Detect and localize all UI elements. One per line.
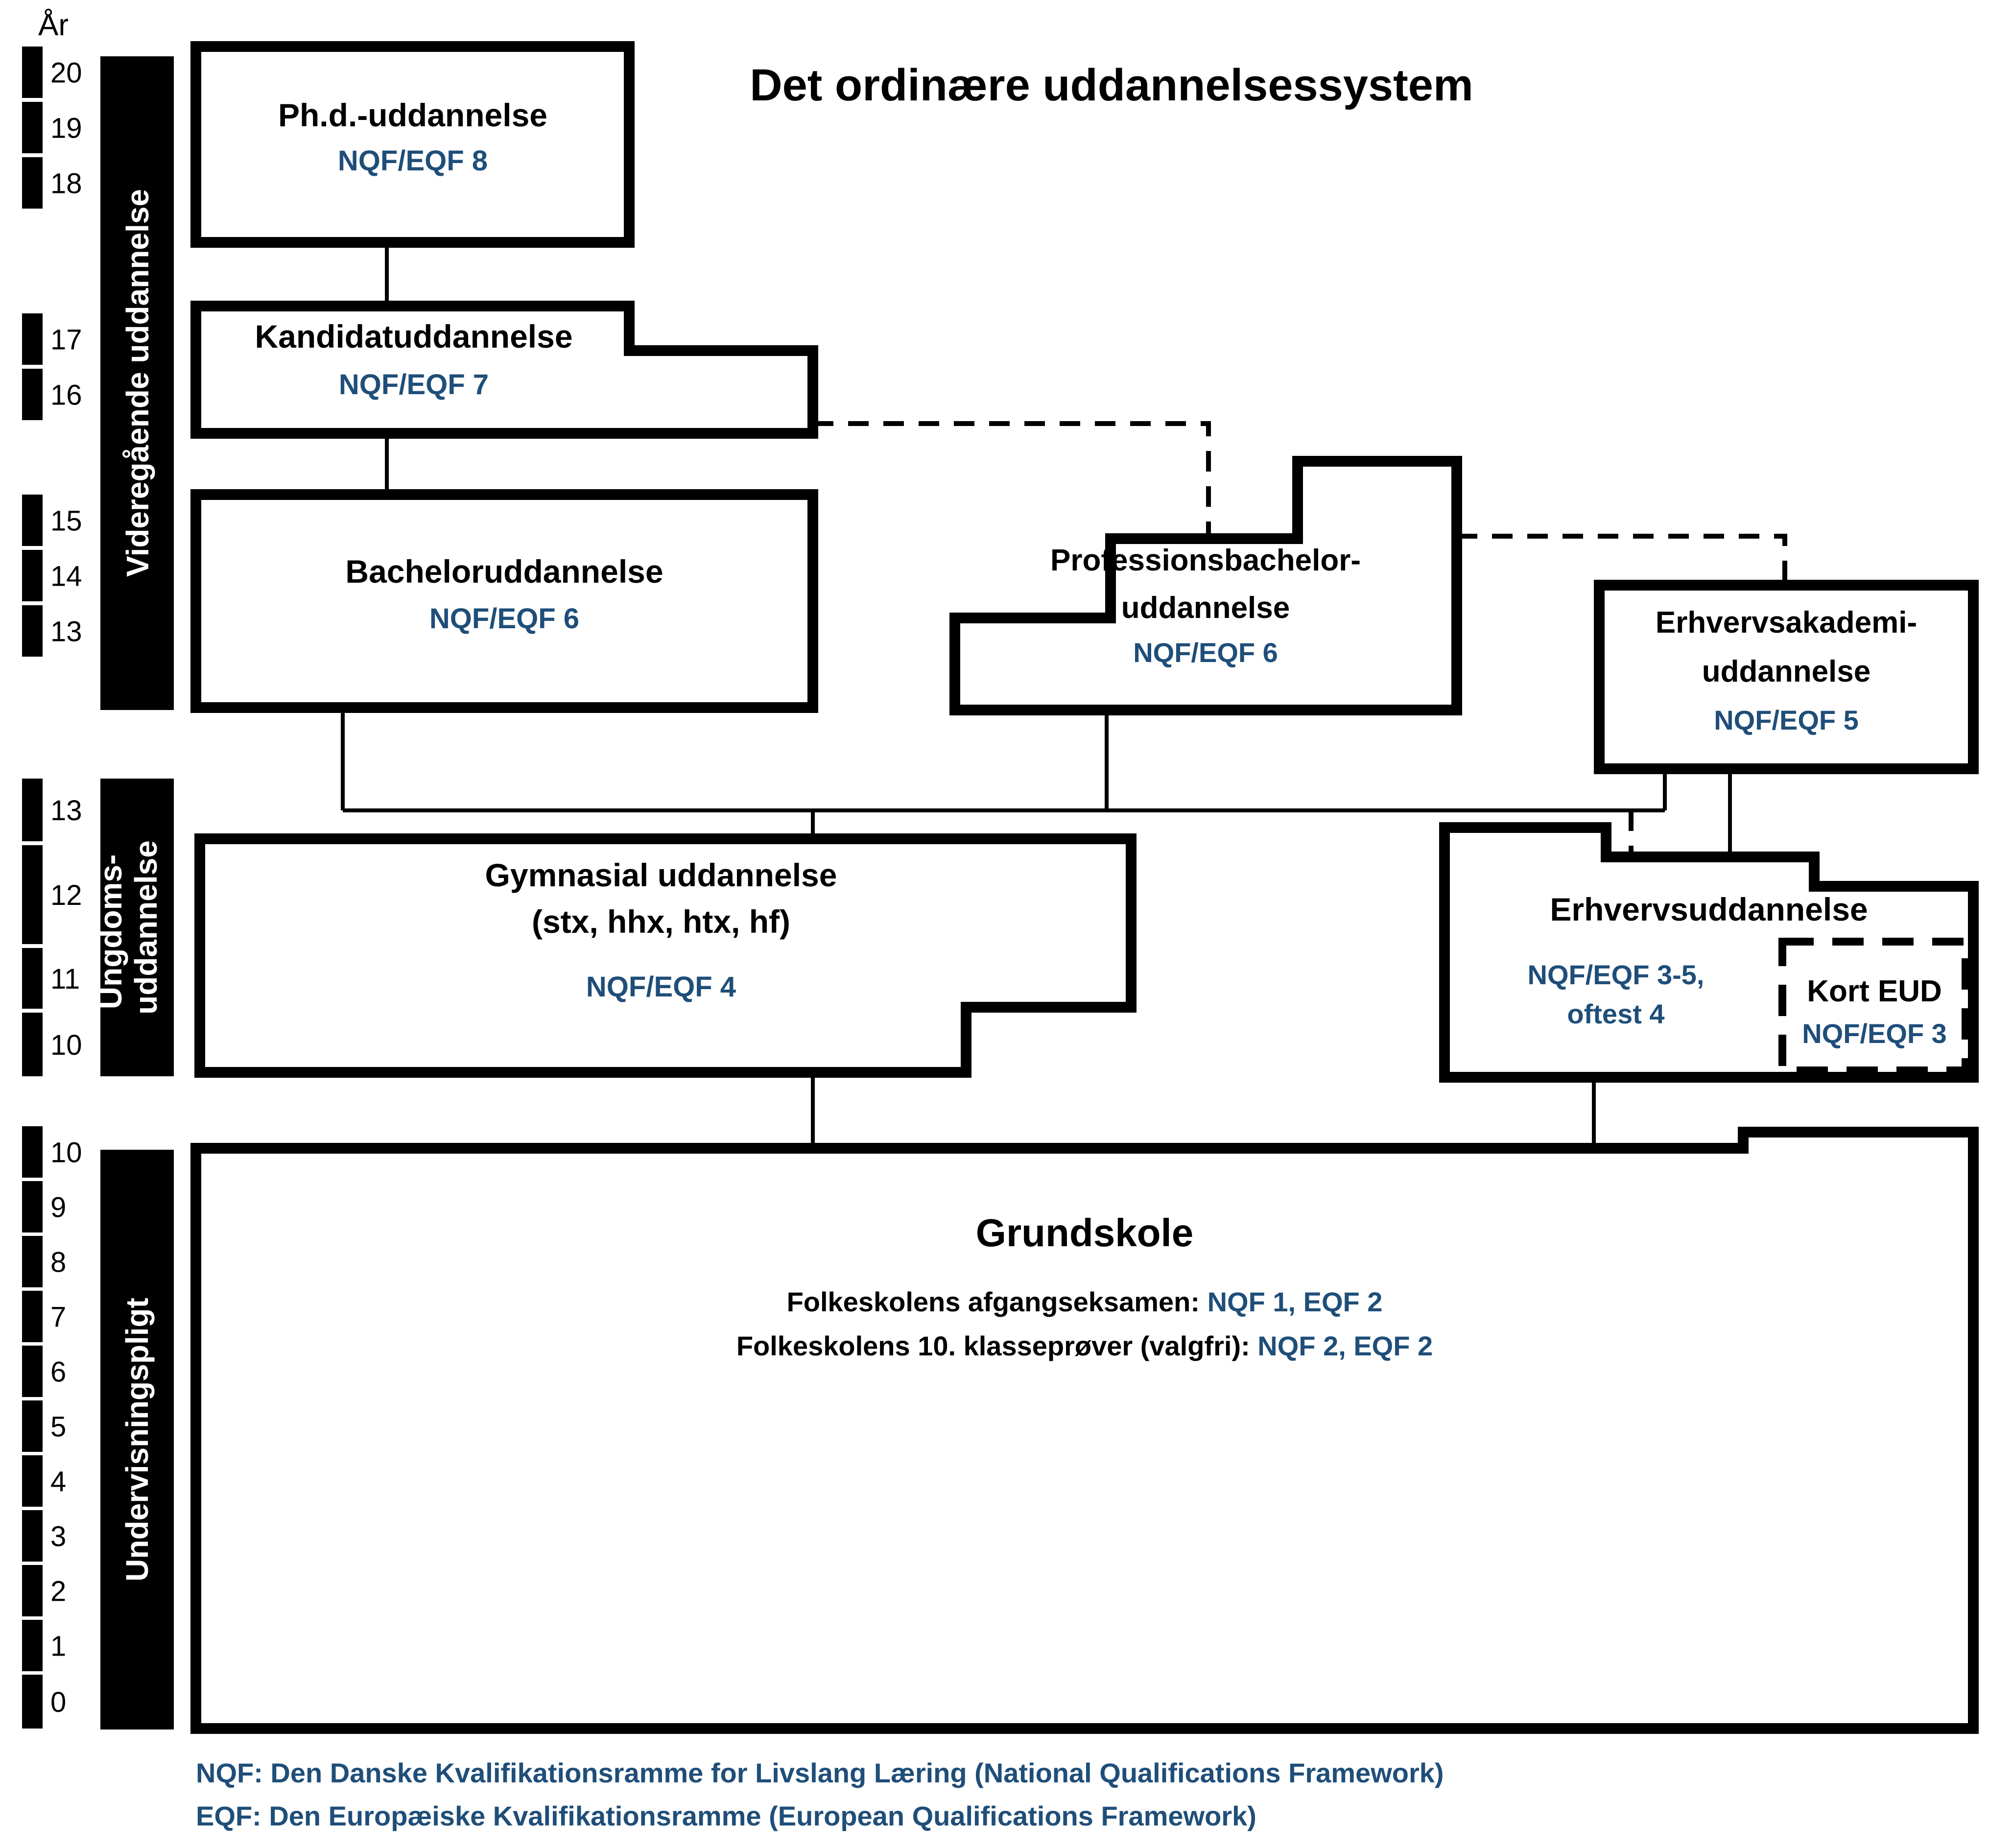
year-tick-grundskole-ticks-7 <box>22 1291 43 1342</box>
year-tick-label-ungdoms-ticks-13: 13 <box>50 795 82 827</box>
box-erhvervsakademi <box>1599 585 1973 769</box>
year-tick-videregaaende-ticks-19 <box>22 102 43 153</box>
erhvervsuddannelse-box-level-line1: NQF/EQF 3-5, <box>1527 959 1705 990</box>
phd-box-outline <box>196 47 629 242</box>
kort-eud-box-title: Kort EUD <box>1807 974 1942 1008</box>
gymnasial-box-level: NQF/EQF 4 <box>586 971 736 1003</box>
year-tick-label-grundskole-ticks-8: 8 <box>50 1246 67 1279</box>
section-bar-ungdoms <box>93 779 174 1076</box>
erhvervsuddannelse-box-level-line2: oftest 4 <box>1567 998 1665 1029</box>
year-tick-grundskole-ticks-6 <box>22 1346 43 1397</box>
year-tick-label-grundskole-ticks-3: 3 <box>50 1520 67 1553</box>
ungdoms-bar-label-line1: Ungdoms- <box>93 854 128 1010</box>
box-kandidat <box>196 306 813 433</box>
year-tick-ungdoms-ticks-11 <box>22 948 43 1009</box>
year-tick-videregaaende-ticks-20 <box>22 47 43 98</box>
year-tick-grundskole-ticks-9 <box>22 1181 43 1232</box>
year-tick-label-grundskole-ticks-10: 10 <box>50 1137 82 1169</box>
grundskole-exam1-label: Folkeskolens afgangseksamen: <box>786 1286 1208 1317</box>
kort-eud-box-level: NQF/EQF 3 <box>1802 1018 1947 1049</box>
year-tick-label-grundskole-ticks-1: 1 <box>50 1630 67 1662</box>
professionsbachelor-box-title-line1: Professionsbachelor- <box>1050 544 1361 577</box>
box-erhvervsuddannelse <box>1444 828 1973 1077</box>
box-professionsbachelor <box>955 461 1457 710</box>
grundskole-exam2-value: NQF 2, EQF 2 <box>1257 1330 1433 1361</box>
year-tick-grundskole-ticks-3 <box>22 1510 43 1562</box>
year-tick-grundskole-ticks-5 <box>22 1400 43 1452</box>
year-tick-ungdoms-ticks-10 <box>22 1013 43 1076</box>
videregaaende-bar-label: Videregående uddannelse <box>120 189 155 577</box>
box-gymnasial <box>200 839 1131 1072</box>
year-tick-label-videregaaende-ticks-15: 15 <box>50 505 82 537</box>
professionsbachelor-box-title-line2: uddannelse <box>1121 591 1290 625</box>
year-tick-label-grundskole-ticks-9: 9 <box>50 1191 67 1224</box>
kandidat-box-title: Kandidatuddannelse <box>255 318 573 355</box>
year-tick-label-grundskole-ticks-7: 7 <box>50 1301 67 1333</box>
year-tick-label-grundskole-ticks-2: 2 <box>50 1575 67 1608</box>
year-ruler <box>22 47 82 1729</box>
year-tick-videregaaende-ticks-15 <box>22 495 43 546</box>
year-tick-videregaaende-ticks-17 <box>22 313 43 365</box>
professionsbachelor-box-level: NQF/EQF 6 <box>1133 637 1278 668</box>
year-tick-label-grundskole-ticks-6: 6 <box>50 1356 67 1388</box>
year-tick-videregaaende-ticks-18 <box>22 157 43 209</box>
undervisningspligt-bar-label: Undervisningspligt <box>119 1298 155 1582</box>
year-tick-videregaaende-ticks-16 <box>22 369 43 420</box>
grundskole-box-title: Grundskole <box>975 1211 1194 1255</box>
year-tick-grundskole-ticks-1 <box>22 1620 43 1671</box>
erhvervsuddannelse-box-title: Erhvervsuddannelse <box>1550 891 1868 927</box>
erhvervsakademi-box-title-line2: uddannelse <box>1702 655 1871 688</box>
year-tick-label-videregaaende-ticks-17: 17 <box>50 324 82 356</box>
year-tick-label-videregaaende-ticks-19: 19 <box>50 112 82 144</box>
year-tick-label-grundskole-ticks-4: 4 <box>50 1466 67 1498</box>
year-tick-label-videregaaende-ticks-20: 20 <box>50 57 82 89</box>
grundskole-exam1-value: NQF 1, EQF 2 <box>1207 1286 1383 1317</box>
year-tick-videregaaende-ticks-14 <box>22 550 43 601</box>
dashed-connector-professionsbachelor-erhvervsakademi <box>1457 536 1785 585</box>
gymnasial-box-title-line1: Gymnasial uddannelse <box>485 857 837 893</box>
grundskole-exam-line2 <box>736 1330 1433 1361</box>
dashed-connector-kandidat-professionsbachelor <box>813 424 1208 539</box>
footer-nqf-definition: NQF: Den Danske Kvalifikationsramme for Livslang Læring (National Qualifications Framework) <box>196 1757 1444 1788</box>
year-tick-label-grundskole-ticks-0: 0 <box>50 1686 67 1718</box>
grundskole-exam-line1 <box>787 1286 1383 1317</box>
footer-eqf-definition: EQF: Den Europæiske Kvalifikationsramme (European Qualifications Framework) <box>196 1801 1256 1831</box>
year-tick-grundskole-ticks-10 <box>22 1126 43 1178</box>
year-tick-label-ungdoms-ticks-12: 12 <box>50 879 82 911</box>
bachelor-box-outline <box>196 495 813 708</box>
bachelor-box-level: NQF/EQF 6 <box>429 603 580 635</box>
year-tick-videregaaende-ticks-13 <box>22 605 43 657</box>
year-tick-grundskole-ticks-2 <box>22 1565 43 1616</box>
year-tick-label-grundskole-ticks-5: 5 <box>50 1411 67 1443</box>
year-tick-ungdoms-ticks-12 <box>22 845 43 944</box>
year-tick-label-videregaaende-ticks-16: 16 <box>50 379 82 411</box>
erhvervsakademi-box-title-line1: Erhvervsakademi- <box>1655 606 1918 640</box>
section-bar-videregaaende <box>100 56 174 710</box>
year-tick-label-videregaaende-ticks-18: 18 <box>50 167 82 200</box>
year-tick-label-videregaaende-ticks-14: 14 <box>50 560 82 592</box>
section-bar-undervisningspligt <box>100 1150 174 1730</box>
kandidat-box-level: NQF/EQF 7 <box>338 369 489 401</box>
grundskole-exam2-label: Folkeskolens 10. klasseprøver (valgfri): <box>736 1330 1258 1361</box>
bachelor-box-title: Bacheloruddannelse <box>345 553 663 590</box>
phd-box-level: NQF/EQF 8 <box>337 145 488 177</box>
ungdoms-bar-label <box>93 840 164 1015</box>
page-title: Det ordinære uddannelsessystem <box>750 60 1473 110</box>
year-tick-grundskole-ticks-0 <box>22 1675 43 1729</box>
box-phd <box>196 47 629 242</box>
box-grundskole <box>196 1132 1973 1729</box>
year-tick-label-videregaaende-ticks-13: 13 <box>50 616 82 648</box>
box-bachelor <box>196 495 813 708</box>
year-axis-label: År <box>38 8 69 42</box>
erhvervsakademi-box-level: NQF/EQF 5 <box>1714 705 1859 735</box>
gymnasial-box-title-line2: (stx, hhx, htx, hf) <box>532 903 790 940</box>
year-tick-label-ungdoms-ticks-10: 10 <box>50 1029 82 1061</box>
ungdoms-bar-label-line2: uddannelse <box>128 840 164 1015</box>
year-tick-grundskole-ticks-4 <box>22 1455 43 1507</box>
phd-box-title: Ph.d.-uddannelse <box>278 97 548 133</box>
year-tick-label-ungdoms-ticks-11: 11 <box>50 963 80 995</box>
year-tick-ungdoms-ticks-13 <box>22 779 43 841</box>
year-tick-grundskole-ticks-8 <box>22 1236 43 1287</box>
professionsbachelor-box-outline <box>955 461 1457 710</box>
